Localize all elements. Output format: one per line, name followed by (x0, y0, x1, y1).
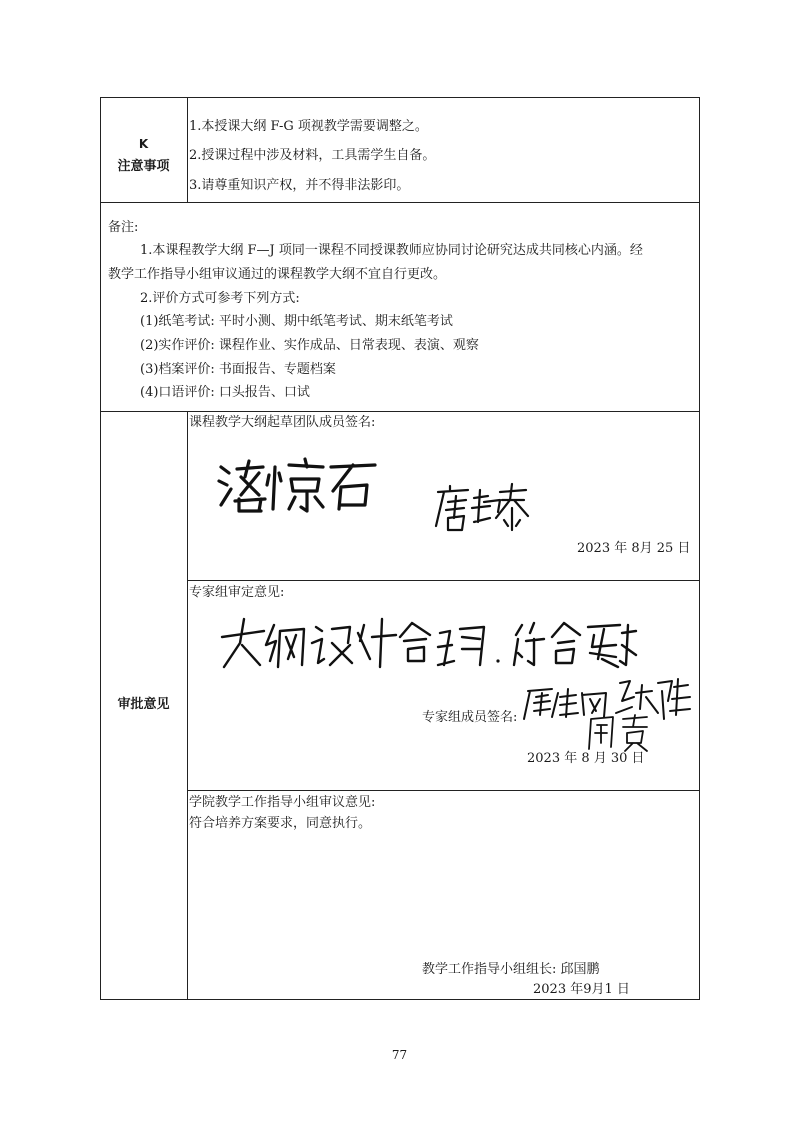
signature-drafter-2 (430, 478, 540, 538)
expert-opinion-handwriting (218, 615, 638, 675)
remarks-line: 1.本课程教学大纲 F—J 项同一课程不同授课教师应协同讨论研究达成共同核心内涵。经 (140, 243, 643, 258)
notes-label-letter: K (138, 137, 149, 151)
expert-title: 专家组审定意见: (189, 585, 285, 600)
approval-label: 审批意见 (117, 697, 170, 712)
remarks-heading: 备注: (108, 220, 139, 235)
expert-members-label: 专家组成员签名: (422, 710, 518, 725)
column-divider (187, 411, 188, 999)
college-opinion: 符合培养方案要求，同意执行。 (189, 816, 372, 831)
expert-date: 2023 年 8 月 30 日 (527, 751, 645, 766)
notes-item: 1.本授课大纲 F-G 项视教学需要调整之。 (189, 119, 428, 134)
drafting-date: 2023 年 8月 25 日 (577, 541, 691, 556)
row-divider (101, 411, 699, 412)
row-divider (188, 580, 699, 581)
notes-item: 2.授课过程中涉及材料，工具需学生自备。 (189, 148, 436, 163)
signature-drafter-1 (215, 455, 385, 515)
signature-expert-3 (585, 713, 655, 753)
row-divider (101, 202, 699, 203)
evaluation-method: (4)口语评价: 口头报告、口试 (140, 385, 310, 400)
remarks-line: 2.评价方式可参考下列方式: (140, 291, 300, 306)
page-number: 77 (391, 1048, 408, 1062)
college-leader: 教学工作指导小组组长: 邱国鹏 (422, 962, 600, 977)
college-date: 2023 年9月1 日 (533, 982, 630, 997)
college-title: 学院教学工作指导小组审议意见: (189, 795, 376, 810)
evaluation-method: (3)档案评价: 书面报告、专题档案 (140, 362, 336, 377)
row-divider (188, 790, 699, 791)
column-divider (187, 98, 188, 202)
remarks-line: 教学工作指导小组审议通过的课程教学大纲不宜自行更改。 (108, 267, 447, 282)
notes-label: 注意事项 (117, 159, 170, 174)
notes-item: 3.请尊重知识产权，并不得非法影印。 (189, 178, 410, 193)
evaluation-method: (1)纸笔考试: 平时小测、期中纸笔考试、期末纸笔考试 (140, 314, 453, 329)
evaluation-method: (2)实作评价: 课程作业、实作成品、日常表现、表演、观察 (140, 338, 479, 353)
drafting-title: 课程教学大纲起草团队成员签名: (189, 415, 376, 430)
